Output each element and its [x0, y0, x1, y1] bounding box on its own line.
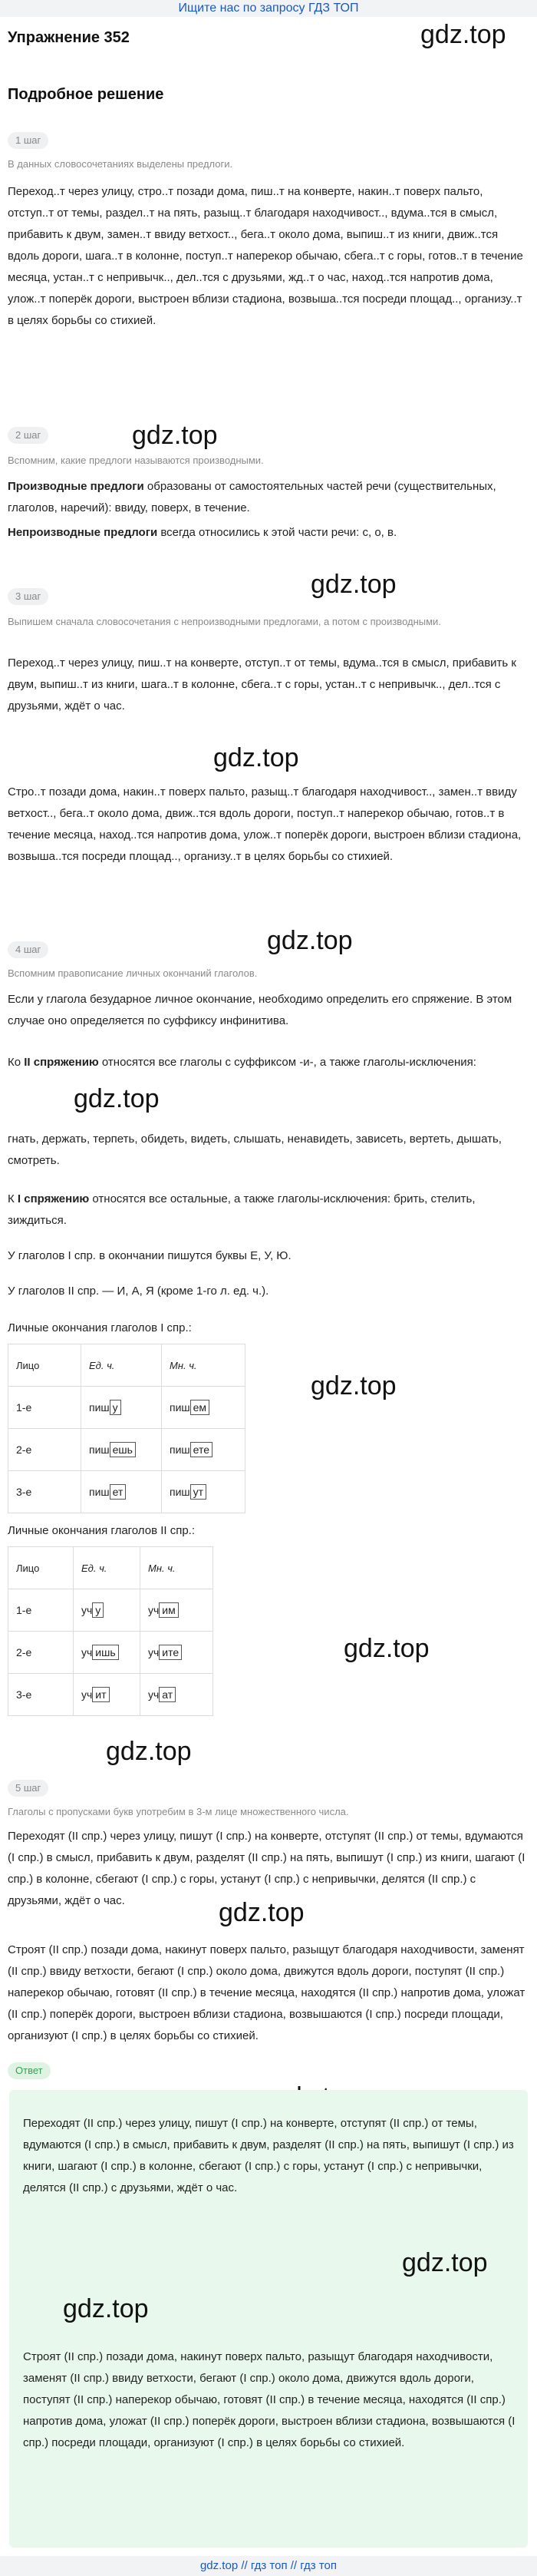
table-row — [8, 1471, 245, 1513]
step-4-note: Вспомним правописание личных окончаний глаголов. — [8, 967, 258, 979]
plural-form-cell: пиш ем — [162, 1387, 245, 1429]
ending-box: у — [92, 1602, 104, 1618]
column-header-plural: Мн. ч. — [162, 1344, 245, 1387]
watermark: gdz.top — [219, 1898, 305, 1927]
step-2-paragraph-1: Производные предлоги образованы от самостоятельных частей речи (существительных, глаголов, наречий): ввиду, поверх, в течение. — [8, 480, 496, 514]
ending-box: ут — [190, 1484, 206, 1500]
answer-text-1: Переходят (II спр.) через улицу, пишут (I спр.) на конверте, отступят (II спр.) от темы, вдумаются (I спр.) в смысл, прибавить к двум, разделят (II спр.) на пять, выпишут (I спр.) из книги, шагают (I спр.) в колонне, сбегают (I спр.) с горы, устанут (I спр.) с непривычки, делятся (II спр.) с друзьями, ждёт о час. — [23, 2117, 514, 2194]
singular-form-cell: пиш ешь — [81, 1429, 162, 1471]
table-row — [8, 1387, 245, 1429]
step-4-paragraph-2: Ко II спряжению относятся все глаголы с суффиксом -и-, а также глаголы-исключения: — [8, 1056, 476, 1069]
primary-prepositions-term: Непроизводные предлоги — [8, 526, 158, 539]
second-conjugation-term: II спряжению — [24, 1056, 99, 1069]
plural-form-cell: уч им — [140, 1589, 213, 1632]
answer-text-2: Строят (II спр.) позади дома, накинут поверх пальто, разыщут благодаря находчивости, заменят (II спр.) ввиду ветхости, бегают (I спр.) около дома, движутся вдоль дороги, поступят (II спр.) наперекор обычаю, готовят (II спр.) в течение месяца, находятся (II спр.) напротив дома, уложат (II спр.) поперёк дороги, выстроен вблизи стадиона, возвышаются (I спр.) посреди площади, организуют (I спр.) в целях борьбы со стихией. — [23, 2350, 516, 2449]
table-row — [8, 1632, 213, 1674]
first-conjugation-term: I спряжению — [17, 1192, 90, 1205]
answer-badge: Ответ — [8, 2062, 51, 2079]
watermark: gdz.top — [106, 1737, 192, 1766]
plural-form-cell: пиш ете — [162, 1429, 245, 1471]
footer-links[interactable]: gdz.top // гдз топ // гдз топ — [0, 2556, 537, 2576]
singular-form-cell: пиш ет — [81, 1471, 162, 1513]
step-4-paragraph-5: У глаголов I спр. в окончании пишутся буквы Е, У, Ю. — [8, 1249, 292, 1262]
watermark: gdz.top — [213, 743, 299, 772]
plural-form-cell: пиш ут — [162, 1471, 245, 1513]
step-1-text: Переход..т через улицу, стро..т позади дома, пиш..т на конверте, накин..т поверх пальто, отступ..т от темы, раздел..т на пять, разыщ..т благодаря находчивост.., вдума..тся в смысл, прибавить к двум, замен..т ввиду ветхост.., бега..т около дома, выпиш..т из книги, движ..тся вдоль дороги, шага..т в колонне, поступ..т наперекор обычаю, сбега..т с горы, готов..т в течение месяца, устан..т с непривычк.., дел..тся с друзьями, жд..т о час, наход..тся напротив дома, улож..т поперёк дороги, выстроен вблизи стадиона, возвыша..тся посреди площад.., организу..т в целях борьбы со стихией. — [8, 185, 523, 327]
ending-box: ем — [190, 1400, 209, 1415]
watermark: gdz.top — [63, 2294, 149, 2323]
ending-box: ит — [92, 1687, 109, 1702]
step-2-badge: 2 шаг — [8, 427, 48, 444]
watermark: gdz.top — [402, 2248, 488, 2277]
step-4-paragraph-6: У глаголов II спр. — И, А, Я (кроме 1-го л. ед. ч.). — [8, 1285, 269, 1298]
first-conjugation-endings-table — [8, 1344, 245, 1513]
watermark: gdz.top — [267, 926, 353, 955]
person-cell: 2-е — [8, 1632, 74, 1674]
ending-box: у — [110, 1400, 121, 1415]
singular-form-cell: уч ит — [74, 1674, 140, 1716]
top-search-link-bar[interactable] — [0, 0, 537, 17]
column-header-singular: Ед. ч. — [81, 1344, 162, 1387]
plural-form-cell: уч ат — [140, 1674, 213, 1716]
ending-box: им — [159, 1602, 178, 1618]
column-header-plural: Мн. ч. — [140, 1547, 213, 1589]
ending-box: ите — [159, 1645, 182, 1660]
person-cell: 3-е — [8, 1471, 81, 1513]
watermark: gdz.top — [311, 570, 397, 599]
person-cell: 1-е — [8, 1387, 81, 1429]
watermark: gdz.top — [74, 1084, 160, 1113]
step-2-note: Вспомним, какие предлоги называются производными. — [8, 455, 264, 466]
derived-prepositions-term: Производные предлоги — [8, 480, 144, 493]
plural-form-cell: уч ите — [140, 1632, 213, 1674]
step-5-note: Глаголы с пропусками букв употребим в 3-м лице множественного числа. — [8, 1806, 349, 1817]
ending-box: ишь — [92, 1645, 118, 1660]
column-header-singular: Ед. ч. — [74, 1547, 140, 1589]
singular-form-cell: пиш у — [81, 1387, 162, 1429]
table-row — [8, 1589, 213, 1632]
table-1-caption: Личные окончания глаголов I спр.: — [8, 1321, 192, 1334]
watermark: gdz.top — [420, 20, 506, 49]
column-header-person: Лицо — [8, 1344, 81, 1387]
column-header-person: Лицо — [8, 1547, 74, 1589]
step-5-badge: 5 шаг — [8, 1780, 48, 1797]
step-3-text-1: Переход..т через улицу, пиш..т на конверте, отступ..т от темы, вдума..тся в смысл, прибавить к двум, выпиш..т из книги, шага..т в колонне, сбега..т с горы, устан..т с непривычк.., дел..тся с друзьями, ждёт о час. — [8, 656, 516, 713]
page-title: Упражнение 352 — [8, 29, 130, 46]
watermark: gdz.top — [132, 421, 218, 450]
step-4-paragraph-1: Если у глагола безударное личное окончание, необходимо определить его спряжение. В этом случае оно определяется по суффиксу инфинитива. — [8, 993, 512, 1027]
ending-box: ет — [110, 1484, 127, 1500]
ending-box: ат — [159, 1687, 176, 1702]
step-1-badge: 1 шаг — [8, 132, 48, 149]
second-conjugation-endings-table — [8, 1546, 213, 1716]
table-2-caption: Личные окончания глаголов II спр.: — [8, 1524, 196, 1537]
step-4-paragraph-3: гнать, держать, терпеть, обидеть, видеть, слышать, ненавидеть, зависеть, вертеть, дышать, смотреть. — [8, 1133, 502, 1167]
step-4-badge: 4 шаг — [8, 941, 48, 958]
step-5-text-2: Строят (II спр.) позади дома, накинут поверх пальто, разыщут благодаря находчивости, заменят (II спр.) ввиду ветхости, бегают (I спр.) около дома, движутся вдоль дороги, поступят (II спр.) наперекор обычаю, готовят (II спр.) в течение месяца, находятся (II спр.) напротив дома, уложат (II спр.) поперёк дороги, выстроен вблизи стадиона, возвышаются (I спр.) посреди площади, организуют (I спр.) в целях борьбы со стихией. — [8, 1943, 525, 2042]
page-subtitle: Подробное решение — [8, 86, 164, 103]
singular-form-cell: уч ишь — [74, 1632, 140, 1674]
step-3-note: Выпишем сначала словосочетания с непроизводными предлогами, а потом с производными. — [8, 616, 441, 627]
watermark: gdz.top — [344, 1634, 430, 1663]
person-cell: 3-е — [8, 1674, 74, 1716]
ending-box: ешь — [110, 1442, 136, 1457]
person-cell: 1-е — [8, 1589, 74, 1632]
table-row — [8, 1674, 213, 1716]
singular-form-cell: уч у — [74, 1589, 140, 1632]
table-row — [8, 1429, 245, 1471]
watermark: gdz.top — [311, 1371, 397, 1400]
step-1-note: В данных словосочетаниях выделены предлоги. — [8, 158, 233, 170]
step-3-badge: 3 шаг — [8, 588, 48, 605]
step-5-text-1: Переходят (II спр.) через улицу, пишут (I спр.) на конверте, отступят (II спр.) от темы, вдумаются (I спр.) в смысл, прибавить к двум, разделят (II спр.) на пять, выпишут (I спр.) из книги, шагают (I спр.) в колонне, сбегают (I спр.) с горы, устанут (I спр.) с непривычки, делятся (II спр.) с друзьями, ждёт о час. — [8, 1830, 525, 1907]
ending-box: ете — [190, 1442, 212, 1457]
search-link[interactable]: Ищите нас по запросу ГДЗ ТОП — [178, 2, 359, 15]
step-2-paragraph-2: Непроизводные предлоги всегда относились к этой части речи: с, о, в. — [8, 526, 397, 539]
step-3-text-2: Стро..т позади дома, накин..т поверх пальто, разыщ..т благодаря находчивост.., замен..т ввиду ветхост.., бега..т около дома, движ..тся вдоль дороги, поступ..т наперекор обычаю, готов..т в течение месяца, наход..тся напротив дома, улож..т поперёк дороги, выстроен вблизи стадиона, возвыша..тся посреди площад.., организу..т в целях борьбы со стихией. — [8, 785, 522, 863]
step-4-paragraph-4: К I спряжению относятся все остальные, а также глаголы-исключения: брить, стелить, зиждиться. — [8, 1192, 476, 1227]
person-cell: 2-е — [8, 1429, 81, 1471]
